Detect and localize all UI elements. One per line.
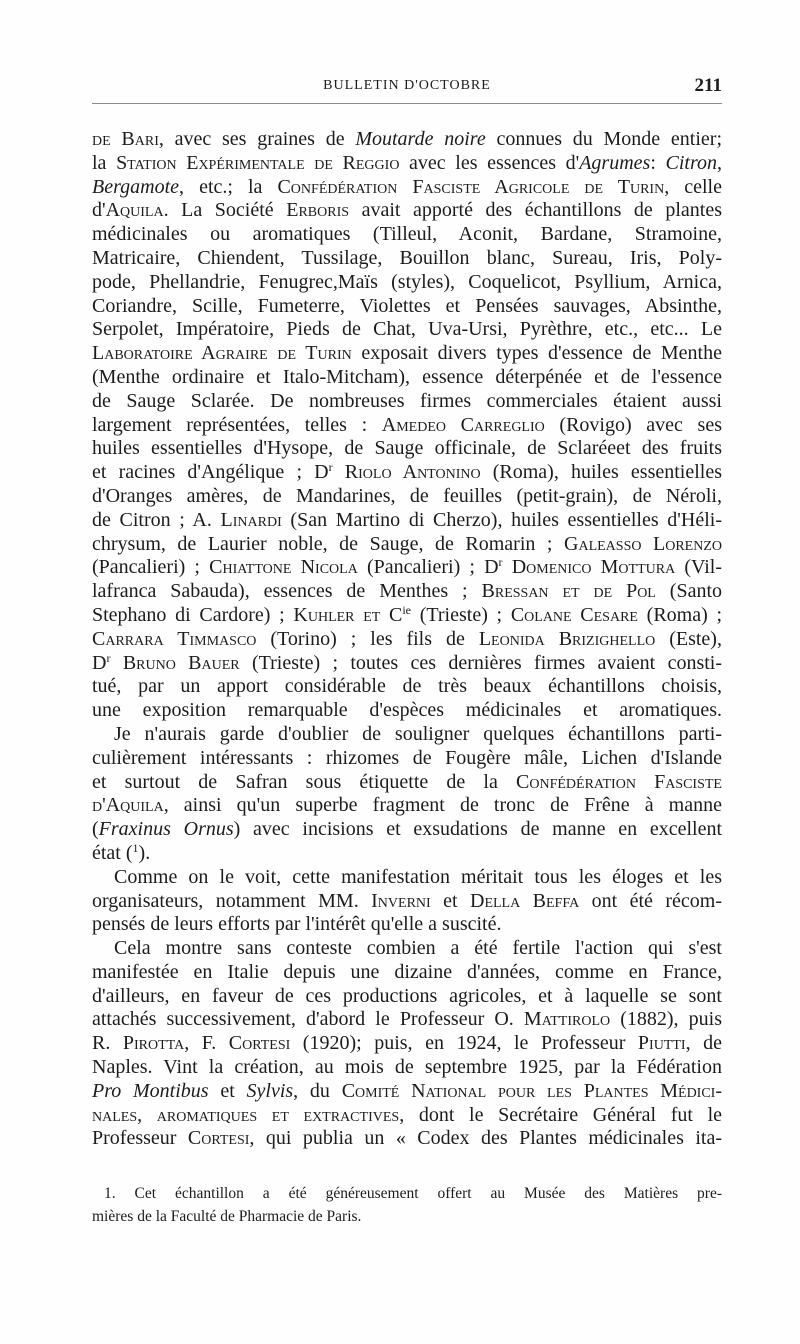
text-run: (Roma), huiles essentielles <box>480 461 723 484</box>
text-line <box>92 437 722 461</box>
text-run: ont été récom- <box>579 889 722 912</box>
text-line <box>92 199 722 223</box>
proper-name: Station Expérimentale de Reggio <box>116 151 400 174</box>
text-run: culièrement intéressants : rhizomes de Fougère mâle, Lichen d'Islande <box>92 746 722 769</box>
text-line <box>92 604 722 628</box>
proper-name: de Bari <box>92 128 159 150</box>
proper-name: Colane Cesare <box>510 603 638 626</box>
text-run: 1. Cet échantillon a été généreusement offert au Musée des Matières pre- <box>104 1185 722 1202</box>
proper-name: Bressan et de Pol <box>481 580 656 603</box>
text-run: chrysum, de Laurier noble, de Sauge, de Romarin ; <box>92 532 565 555</box>
text-run: Professeur <box>92 1127 188 1150</box>
text-line <box>92 890 722 914</box>
page-number: 211 <box>694 75 722 96</box>
text-run: , de <box>685 1032 722 1055</box>
footnote <box>92 1182 722 1228</box>
text-line <box>92 913 722 937</box>
text-run: et surtout de Safran sous étiquette de la <box>92 770 517 793</box>
text-run: , etc.; la <box>179 175 278 198</box>
text-line <box>92 152 722 176</box>
proper-name: Erboris <box>286 199 350 222</box>
text-line <box>92 1104 722 1128</box>
text-run: , <box>717 151 723 174</box>
text-line <box>92 461 722 485</box>
italic-text: Sylvis <box>246 1079 294 1102</box>
proper-name: Confédération Fasciste <box>516 770 722 793</box>
italic-text: Pro Montibus <box>92 1079 209 1102</box>
proper-name: Carrara Timmasco <box>92 627 257 650</box>
text-run: médicinales ou aromatiques (Tilleul, Aconit, Bardane, Stramoine, <box>92 223 722 246</box>
text-run: de Citron ; A. <box>92 508 221 531</box>
superscript: ie <box>402 602 412 617</box>
text-run <box>503 556 512 578</box>
header-rule <box>92 103 722 104</box>
text-line <box>92 1032 722 1056</box>
text-run: Matricaire, Chiendent, Tussilage, Bouillon blanc, Sureau, Iris, Poly- <box>92 246 722 269</box>
text-line <box>92 1056 722 1080</box>
text-run: d'Oranges amères, de Mandarines, de feuilles (petit-grain), de Néroli, <box>92 484 722 507</box>
text-run: , avec ses graines de <box>158 128 356 150</box>
text-line <box>92 866 722 890</box>
text-line <box>92 937 722 961</box>
text-run: (San Martino di Cherzo), huiles essentielles d'Héli- <box>281 508 722 531</box>
proper-name: Domenico Mottura <box>511 556 676 579</box>
text-line <box>92 771 722 795</box>
proper-name: d'Aquila <box>92 794 164 817</box>
text-run: (Trieste) ; <box>411 603 511 626</box>
italic-text: Citron <box>665 151 718 174</box>
text-run: ( <box>92 818 99 841</box>
text-line <box>92 794 722 818</box>
text-run: (Torino) ; les fils de <box>256 627 479 650</box>
text-run: (Rovigo) avec ses <box>544 413 722 436</box>
text-run: (Santo <box>655 580 722 603</box>
text-line <box>92 699 722 723</box>
text-run: (Trieste) ; toutes ces dernières firmes avaient consti- <box>239 651 722 674</box>
text-line <box>92 128 722 152</box>
text-line <box>92 580 722 604</box>
text-run: : <box>650 151 666 174</box>
superscript: 1 <box>132 840 139 855</box>
text-run: connues du Monde entier; <box>485 128 723 150</box>
text-run: R. <box>92 1032 123 1055</box>
text-line <box>92 556 722 580</box>
text-run: Cela montre sans conteste combien a été fertile l'action qui s'est <box>114 937 722 960</box>
text-run: Stephano di Cardore) ; <box>92 603 294 626</box>
proper-name: Amedeo Carreglio <box>381 413 545 436</box>
superscript: r <box>498 555 503 570</box>
text-run: d'ailleurs, en faveur de ces productions agricoles, et à laquelle se sont <box>92 984 722 1007</box>
proper-name: Bruno Bauer <box>122 651 240 674</box>
proper-name: Cortesi <box>228 1032 291 1055</box>
paragraph <box>92 866 722 937</box>
proper-name: Galeasso Lorenzo <box>564 532 722 555</box>
text-run: exposait divers types d'essence de Menthe <box>351 342 722 365</box>
text-run: (Vil- <box>675 556 723 579</box>
text-line <box>92 271 722 295</box>
proper-name: Mattirolo <box>523 1008 611 1031</box>
body-text <box>92 128 722 1151</box>
text-run: la <box>92 151 117 174</box>
text-line <box>92 390 722 414</box>
text-run: et racines d'Angélique ; D <box>92 461 329 484</box>
text-line <box>92 1080 722 1104</box>
paragraph <box>92 723 722 866</box>
text-run: d' <box>92 199 106 222</box>
text-run: (1920); puis, en 1924, le Professeur <box>290 1032 638 1055</box>
text-line <box>92 342 722 366</box>
proper-name: Confédération Fasciste Agricole de Turin <box>277 175 665 198</box>
running-head <box>92 74 722 98</box>
text-run: avait apporté des échantillons de plantes <box>349 199 722 222</box>
italic-text: Bergamote <box>92 175 180 198</box>
proper-name: Linardi <box>220 508 282 531</box>
text-run: , dont le Secrétaire Général fut le <box>399 1103 722 1126</box>
text-line <box>92 533 722 557</box>
text-line <box>92 961 722 985</box>
text-run: de Sauge Sclarée. De nombreuses firmes commerciales étaient aussi <box>92 389 722 412</box>
text-run: Comme on le voit, cette manifestation méritait tous les éloges et les <box>114 865 722 888</box>
text-run: ). <box>138 841 151 864</box>
text-line <box>92 414 722 438</box>
text-line <box>92 176 722 200</box>
proper-name: Inverni <box>371 889 431 912</box>
running-title: BULLETIN D'OCTOBRE <box>323 78 491 93</box>
superscript: r <box>106 650 111 665</box>
text-line <box>92 652 722 676</box>
text-run: huiles essentielles d'Hysope, de Sauge officinale, de Sclaréeet des fruits <box>92 437 722 460</box>
text-run: manifestée en Italie depuis une dizaine d'années, comme en France, <box>92 960 722 983</box>
text-run: (Pancalieri) ; D <box>357 556 499 579</box>
proper-name: Cortesi <box>187 1127 250 1150</box>
proper-name: Comité National pour les Plantes Médici- <box>341 1079 722 1102</box>
text-run: et <box>430 889 470 912</box>
proper-name: Riolo Antonino <box>344 461 481 484</box>
text-run: attachés successivement, d'abord le Professeur O. <box>92 1008 524 1031</box>
proper-name: Della Beffa <box>470 889 580 912</box>
proper-name: Leonida Brizighello <box>478 627 656 650</box>
paragraph <box>92 128 722 723</box>
text-run: , du <box>293 1079 342 1102</box>
text-run: Coriandre, Scille, Fumeterre, Violettes et Pensées sauvages, Absinthe, <box>92 294 722 317</box>
text-line <box>92 509 722 533</box>
text-run: (Roma) ; <box>637 603 723 626</box>
text-run: une exposition remarquable d'espèces médicinales et aromatiques. <box>92 699 722 722</box>
text-line <box>92 485 722 509</box>
proper-name: Piutti <box>637 1032 686 1055</box>
text-run: avec les essences d' <box>399 151 580 174</box>
text-line <box>92 675 722 699</box>
text-run: pensés de leurs efforts par l'intérêt qu'elle a suscité. <box>92 913 502 936</box>
text-run <box>333 461 345 483</box>
text-line <box>92 628 722 652</box>
text-run: , celle <box>664 175 722 198</box>
text-run: (Este), <box>655 627 722 650</box>
text-run: lafranca Sabauda), essences de Menthes ; <box>92 580 482 603</box>
text-run: pode, Phellandrie, Fenugrec,Maïs (styles), Coquelicot, Psyllium, Arnica, <box>92 270 722 293</box>
text-run <box>110 652 122 674</box>
text-run: Je n'aurais garde d'oublier de souligner quelques échantillons parti- <box>114 722 722 745</box>
text-run: , ainsi qu'un superbe fragment de tronc de Frêne à manne <box>163 794 722 817</box>
proper-name: Pirotta <box>122 1032 185 1055</box>
proper-name: Kuhler et C <box>293 603 403 626</box>
text-line <box>92 247 722 271</box>
proper-name: nales, aromatiques et extractives <box>92 1103 400 1126</box>
text-line <box>92 723 722 747</box>
text-run: . La Société <box>163 199 287 222</box>
superscript: r <box>328 459 333 474</box>
text-line <box>92 985 722 1009</box>
text-run: mières de la Faculté de Pharmacie de Paris. <box>92 1208 362 1225</box>
text-run: organisateurs, notamment MM. <box>92 889 372 912</box>
italic-text: Moutarde noire <box>355 128 486 150</box>
text-line <box>92 366 722 390</box>
text-line <box>92 223 722 247</box>
proper-name: Aquila <box>105 199 164 222</box>
text-run: état ( <box>92 841 133 864</box>
text-run: ) avec incisions et exsudations de manne en excellent <box>233 818 723 841</box>
text-run: et <box>208 1079 247 1102</box>
text-line <box>92 842 722 866</box>
text-run: D <box>92 651 107 674</box>
text-run: (1882), puis <box>610 1008 722 1031</box>
text-line <box>92 1182 722 1205</box>
text-run: , qui publia un « Codex des Plantes médicinales ita- <box>249 1127 722 1150</box>
text-line <box>92 295 722 319</box>
text-line <box>92 1008 722 1032</box>
italic-text: Agrumes <box>579 151 651 174</box>
text-line <box>92 1205 722 1228</box>
text-line <box>92 1127 722 1151</box>
proper-name: Chiattone Nicola <box>209 556 358 579</box>
text-run: (Menthe ordinaire et Italo-Mitcham), essence déterpénée et de l'essence <box>92 365 722 388</box>
text-run: , F. <box>184 1032 229 1055</box>
text-line <box>92 747 722 771</box>
text-run: largement représentées, telles : <box>92 413 382 436</box>
text-run: (Pancalieri) ; <box>92 556 210 579</box>
italic-text: Fraxinus Ornus <box>98 818 234 841</box>
proper-name: Laboratoire Agraire de Turin <box>92 342 352 365</box>
text-run: Serpolet, Impératoire, Pieds de Chat, Uva-Ursi, Pyrèthre, etc., etc... Le <box>92 318 722 341</box>
text-line <box>92 818 722 842</box>
text-run: Naples. Vint la création, au mois de septembre 1925, par la Fédération <box>92 1056 722 1079</box>
text-run: tué, par un apport considérable de très beaux échantillons choisis, <box>92 675 722 698</box>
paragraph <box>92 937 722 1151</box>
text-line <box>92 318 722 342</box>
